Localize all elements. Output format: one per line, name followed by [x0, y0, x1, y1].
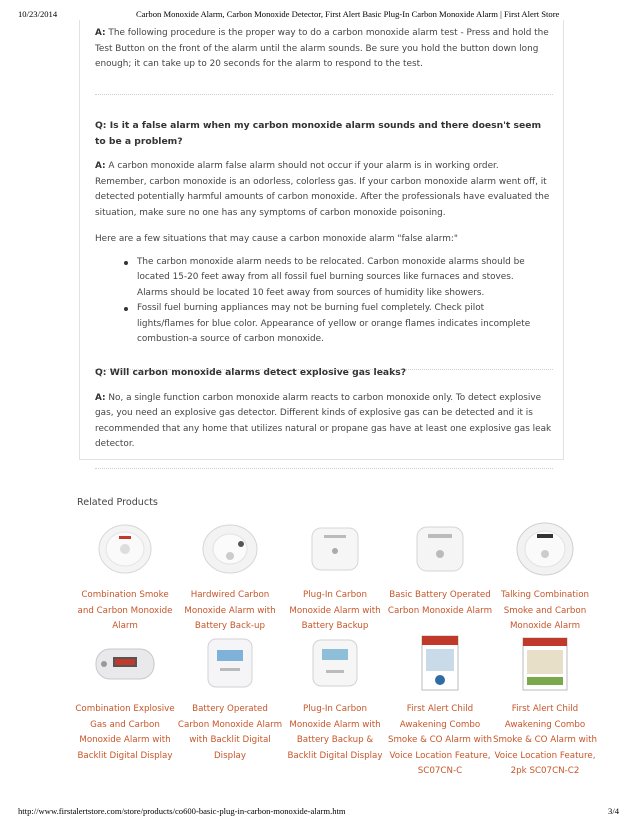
product-name-link[interactable]: Talking Combination Smoke and Carbon Monoxide Alarm [500, 590, 590, 631]
answer-text: No, a single function carbon monoxide alarm reacts to carbon monoxide only. To detect explosive gas, you need an explosive gas detector. Different kinds of explosive gas can be detected and it is recommended that any home that utilizes natural or propane gas have at least one explosive gas leak detector. [95, 392, 552, 449]
print-date: 10/23/2014 [18, 9, 58, 19]
faq-item [95, 118, 553, 370]
faq-answer [95, 26, 553, 73]
list-item: The carbon monoxide alarm needs to be relocated. Carbon monoxide alarms should be located 15-20 feet away from all fossil fuel burning sources like furnaces and stoves. Alarms should be located 10 feet away from sources of humidity like showers. [124, 255, 534, 302]
product-card[interactable] [282, 632, 388, 764]
product-card[interactable] [492, 632, 598, 780]
question-label: Q: [95, 120, 107, 131]
round-alarm-icon [89, 518, 161, 580]
product-card[interactable] [387, 632, 493, 780]
faq-divider [95, 468, 553, 469]
product-name-link[interactable]: First Alert Child Awakening Combo Smoke & CO Alarm with Voice Location Feature, 2pk SC07CN-C2 [492, 704, 598, 776]
print-url: http://www.firstalertstore.com/store/products/co600-basic-plug-in-carbon-monoxide-alarm.htm [18, 806, 346, 816]
question-label: Q: [95, 367, 107, 378]
product-box-icon [404, 632, 476, 694]
product-name-link[interactable]: First Alert Child Awakening Combo Smoke & CO Alarm with Voice Location Feature, SC07CN-C [387, 704, 493, 776]
plug-in-alarm-icon [299, 518, 371, 580]
question-text: Is it a false alarm when my carbon monoxide alarm sounds and there doesn't seem to be a problem? [95, 120, 542, 147]
faq-answer [95, 159, 553, 221]
answer-label: A: [95, 28, 106, 38]
digital-alarm-icon [194, 632, 266, 694]
product-card[interactable] [492, 518, 598, 635]
product-card[interactable] [72, 632, 178, 764]
answer-label: A: [95, 392, 106, 403]
faq-question [95, 118, 553, 149]
product-card[interactable] [72, 518, 178, 635]
product-name-link[interactable]: Plug-In Carbon Monoxide Alarm with Battery Backup & Backlit Digital Display [287, 704, 383, 761]
faq-divider [95, 94, 553, 95]
product-name-link[interactable]: Plug-In Carbon Monoxide Alarm with Battery Backup [289, 590, 381, 631]
faq-question [95, 365, 553, 381]
product-box-icon [509, 632, 581, 694]
product-card[interactable] [177, 632, 283, 764]
product-name-link[interactable]: Combination Smoke and Carbon Monoxide Alarm [77, 590, 173, 631]
faq-item [95, 26, 553, 95]
explosive-gas-alarm-icon [89, 632, 161, 694]
print-footer [0, 806, 638, 820]
faq-bullet-list [124, 255, 534, 348]
list-item: Fossil fuel burning appliances may not be burning fuel completely. Check pilot lights/flames for blue color. Appearance of yellow or orange flames indicates incomplete combustion-a source of carbon monoxide. [124, 301, 534, 348]
product-card[interactable] [387, 518, 493, 619]
battery-alarm-icon [404, 518, 476, 580]
answer-text: A carbon monoxide alarm false alarm should not occur if your alarm is in working order. Remember, carbon monoxide is an odorless, colorless gas. If your carbon monoxide alarm went off, it detected potentially harmful amounts of carbon monoxide. After the professionals have evaluated the situation, make sure no one has any symptoms of carbon monoxide poisoning. [95, 161, 550, 218]
round-alarm-icon [509, 518, 581, 580]
related-products-heading: Related Products [77, 497, 158, 508]
page-number: 3/4 [608, 806, 619, 816]
faq-item [95, 365, 553, 469]
product-card[interactable] [177, 518, 283, 635]
answer-label: A: [95, 161, 106, 171]
product-name-link[interactable]: Hardwired Carbon Monoxide Alarm with Battery Back-up [184, 590, 276, 631]
product-card[interactable] [282, 518, 388, 635]
product-name-link[interactable]: Basic Battery Operated Carbon Monoxide Alarm [387, 590, 493, 616]
product-name-link[interactable]: Battery Operated Carbon Monoxide Alarm with Backlit Digital Display [177, 704, 283, 761]
print-page-title: Carbon Monoxide Alarm, Carbon Monoxide Detector, First Alert Basic Plug-In Carbon Monoxide Alarm | First Alert Store [136, 9, 560, 19]
faq-answer [95, 391, 553, 453]
round-alarm-icon [194, 518, 266, 580]
product-name-link[interactable]: Combination Explosive Gas and Carbon Monoxide Alarm with Backlit Digital Display [75, 704, 175, 761]
faq-intro: Here are a few situations that may cause a carbon monoxide alarm "false alarm:" [95, 234, 458, 244]
answer-text: The following procedure is the proper way to do a carbon monoxide alarm test - Press and hold the Test Button on the front of the alarm until the alarm sounds. Be sure you hold the button down long enough; it can take up to 20 seconds for the alarm to respond to the test. [95, 28, 549, 69]
digital-alarm-icon [299, 632, 371, 694]
faq-panel [79, 20, 564, 460]
question-text: Will carbon monoxide alarms detect explosive gas leaks? [109, 367, 407, 378]
